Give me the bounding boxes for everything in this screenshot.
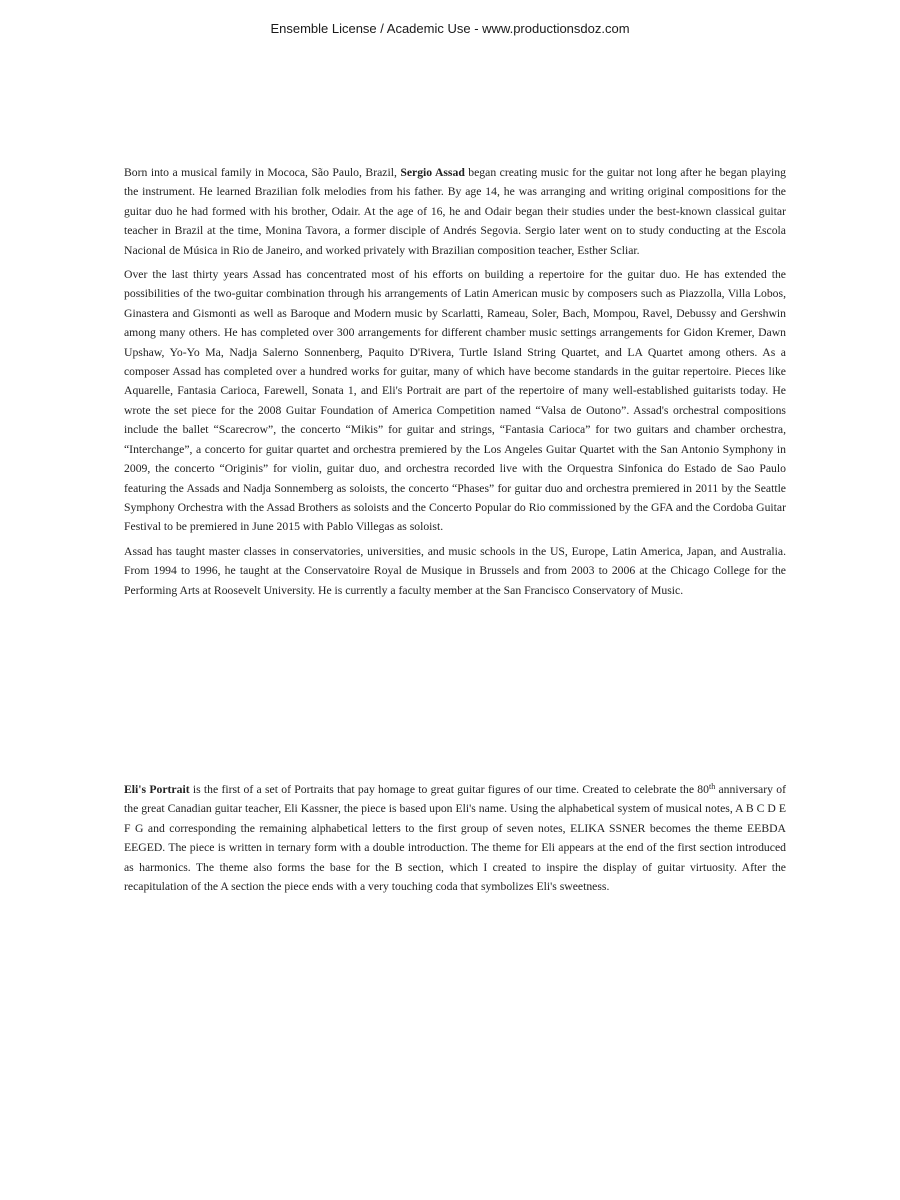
bio-p1-rest: began creating music for the guitar not long after he began playing the instrument. He learned Brazilian folk melodies from his father. By age 14, he was arranging and writing original compositions for the guitar duo he had formed with his brother, Odair. At the age of 16, he and Odair began their studies under the best-known classical guitar teacher in Brazil at the time, Monina Tavora, a former disciple of Andrés Segovia. Sergio later went on to study conducting at the Escola Nacional de Música in Rio de Janeiro, and worked privately with Brazilian composition teacher, Esther Scliar.	[124, 166, 786, 257]
piece-title: Eli's Portrait	[124, 783, 190, 796]
bio-p1-intro: Born into a musical family in Mococa, São Paulo, Brazil,	[124, 166, 401, 179]
ordinal-superscript: th	[708, 782, 716, 791]
bio-paragraph-3: Assad has taught master classes in conservatories, universities, and music schools in the US, Europe, Latin America, Japan, and Australia. From 1994 to 1996, he taught at the Conservatoire Royal de Musique in Brussels and from 2003 to 2006 at the Chicago College for the Performing Arts at Roosevelt University. He is currently a faculty member at the San Francisco Conservatory of Music.	[124, 544, 786, 597]
piece-text-1: is the first of a set of Portraits that pay homage to great guitar figures of our time. Created to celebrate the 80	[189, 783, 709, 796]
piece-paragraph	[124, 780, 786, 896]
composer-biography	[124, 163, 786, 605]
bio-paragraph-1	[124, 163, 786, 260]
composer-name: Sergio Assad	[400, 166, 465, 179]
bio-paragraph-2: Over the last thirty years Assad has concentrated most of his efforts on building a repertoire for the guitar duo. He has extended the possibilities of the two-guitar combination through his arrangements of Latin American music by composers such as Piazzolla, Villa Lobos, Ginastera and Gismonti as well as Baroque and Modern music by Scarlatti, Rameau, Soler, Bach, Mompou, Ravel, Debussy and Gershwin among many others. He has completed over 300 arrangements for different chamber music settings arrangements for Gidon Kremer, Dawn Upshaw, Yo-Yo Ma, Nadja Salerno Sonnenberg, Paquito D'Rivera, Turtle Island String Quartet, and LA Quartet among others. As a composer Assad has completed over a hundred works for guitar, many of which have become standards in the guitar repertoire. Pieces like Aquarelle, Fantasia Carioca, Farewell, Sonata 1, and Eli's Portrait are part of the repertoire of many well-established guitarists today. He wrote the set piece for the 2008 Guitar Foundation of America Competition named “Valsa de Outono”. Assad's orchestral compositions include the ballet “Scarecrow”, the concerto “Mikis” for guitar and strings, “Fantasia Carioca” for two guitars and chamber orchestra, “Interchange”, a concerto for guitar quartet and orchestra premiered by the Los Angeles Guitar Quartet with the San Antonio Symphony in 2009, the concerto “Originis” for violin, guitar duo, and orchestra recorded live with the Orquestra Sinfonica do Estado de Sao Paulo featuring the Assads and Nadja Sonnemberg as soloists, the concerto “Phases” for guitar duo and orchestra premiered in 2011 by the Seattle Symphony Orchestra with the Assad Brothers as soloists and the Concerto Popular do Rio commissioned by the GFA and the Cordoba Guitar Festival to be premiered in June 2015 with Pablo Villegas as soloist.	[124, 268, 786, 534]
piece-description	[124, 780, 786, 896]
piece-text-2: anniversary of the great Canadian guitar teacher, Eli Kassner, the piece is based upon Eli's name. Using the alphabetical system of musical notes, A B C D E F G and corresponding the remaining alphabetical letters to the first group of seven notes, ELIKA SSNER becomes the theme EEBDA EEGED. The piece is written in ternary form with a double introduction. The theme for Eli appears at the end of the first section introduced as harmonics. The theme also forms the base for the B section, which I created to inspire the display of guitar virtuosity. After the recapitulation of the A section the piece ends with a very touching coda that symbolizes Eli's sweetness.	[124, 783, 786, 894]
license-header: Ensemble License / Academic Use - www.productionsdoz.com	[270, 21, 630, 36]
